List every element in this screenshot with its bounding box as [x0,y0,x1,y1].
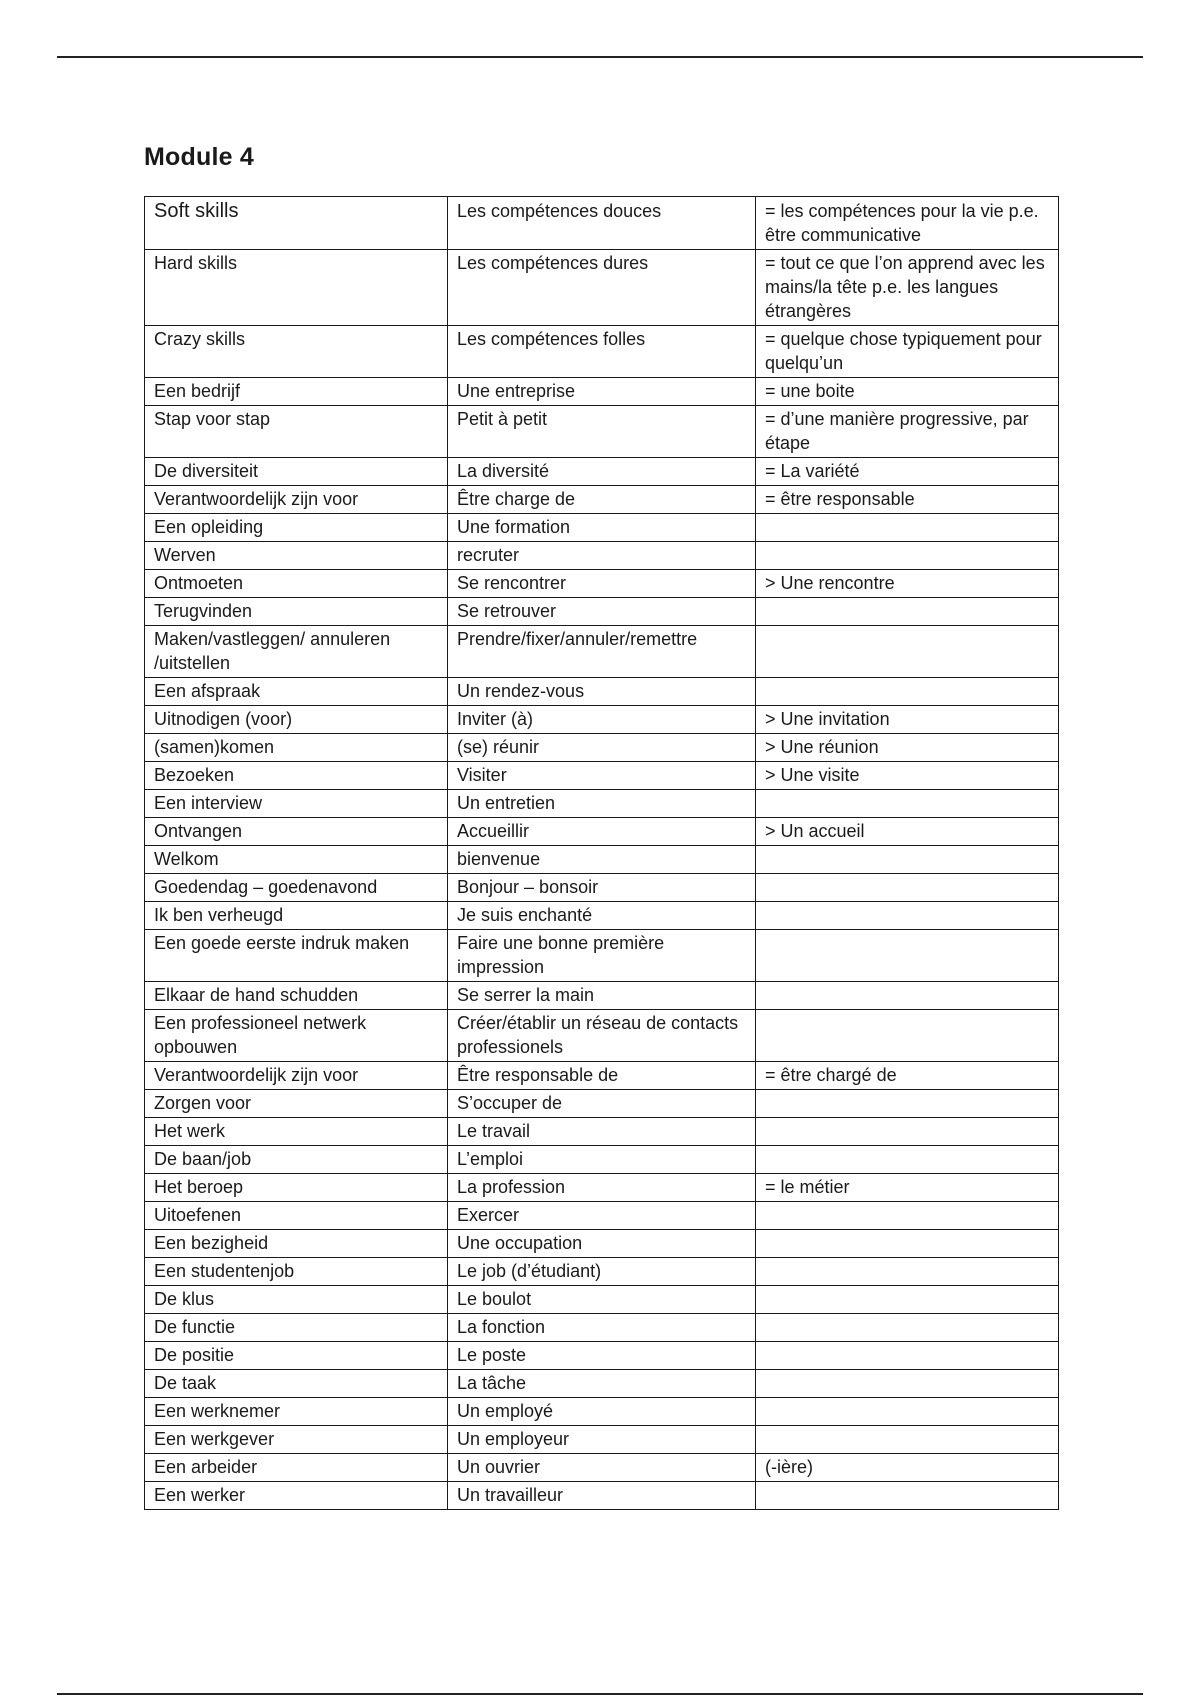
cell-note [756,982,1059,1010]
cell-french-term: Les compétences dures [448,250,756,326]
cell-french-term: Un rendez-vous [448,678,756,706]
cell-dutch-term: Een professioneel netwerk opbouwen [145,1010,448,1062]
cell-dutch-term: Een studentenjob [145,1258,448,1286]
cell-dutch-term: Een werknemer [145,1398,448,1426]
cell-dutch-term: Verantwoordelijk zijn voor [145,1062,448,1090]
cell-french-term: Le job (d’étudiant) [448,1258,756,1286]
cell-note [756,1230,1059,1258]
cell-note: = les compétences pour la vie p.e. être communicative [756,197,1059,250]
cell-french-term: Faire une bonne première impression [448,930,756,982]
cell-dutch-term: Een bedrijf [145,378,448,406]
table-row [145,982,1059,1010]
cell-note: > Une rencontre [756,570,1059,598]
table-row [145,1482,1059,1510]
cell-french-term: Un employeur [448,1426,756,1454]
cell-french-term: Un travailleur [448,1482,756,1510]
cell-note [756,542,1059,570]
cell-french-term: Le boulot [448,1286,756,1314]
table-row [145,706,1059,734]
table-row [145,250,1059,326]
cell-note: > Une visite [756,762,1059,790]
table-row [145,1342,1059,1370]
cell-note [756,1482,1059,1510]
cell-note: = une boite [756,378,1059,406]
cell-note [756,1146,1059,1174]
cell-dutch-term: Ik ben verheugd [145,902,448,930]
cell-french-term: Les compétences douces [448,197,756,250]
cell-french-term: L’emploi [448,1146,756,1174]
table-row [145,1426,1059,1454]
cell-dutch-term: Een bezigheid [145,1230,448,1258]
cell-french-term: Une entreprise [448,378,756,406]
cell-dutch-term: Elkaar de hand schudden [145,982,448,1010]
cell-dutch-term: (samen)komen [145,734,448,762]
table-row [145,1118,1059,1146]
cell-french-term: Se serrer la main [448,982,756,1010]
cell-dutch-term: De taak [145,1370,448,1398]
cell-dutch-term: Welkom [145,846,448,874]
cell-note [756,1426,1059,1454]
cell-dutch-term: Maken/vastleggen/ annuleren /uitstellen [145,626,448,678]
cell-dutch-term: Een opleiding [145,514,448,542]
cell-note [756,626,1059,678]
cell-dutch-term: Ontmoeten [145,570,448,598]
cell-french-term: recruter [448,542,756,570]
cell-french-term: Je suis enchanté [448,902,756,930]
cell-dutch-term: Stap voor stap [145,406,448,458]
table-row [145,1370,1059,1398]
table-row [145,1398,1059,1426]
table-row [145,902,1059,930]
cell-dutch-term: Ontvangen [145,818,448,846]
table-row [145,1258,1059,1286]
cell-dutch-term: Hard skills [145,250,448,326]
cell-french-term: La fonction [448,1314,756,1342]
cell-dutch-term: Een arbeider [145,1454,448,1482]
cell-dutch-term: Terugvinden [145,598,448,626]
cell-note [756,1090,1059,1118]
cell-french-term: Une formation [448,514,756,542]
table-row [145,734,1059,762]
cell-french-term: Inviter (à) [448,706,756,734]
cell-dutch-term: Bezoeken [145,762,448,790]
table-row [145,846,1059,874]
cell-french-term: Un ouvrier [448,1454,756,1482]
cell-french-term: Se retrouver [448,598,756,626]
header-rule [57,56,1143,58]
table-row [145,598,1059,626]
cell-note [756,514,1059,542]
cell-french-term: Le poste [448,1342,756,1370]
cell-french-term: Bonjour – bonsoir [448,874,756,902]
table-row [145,1314,1059,1342]
cell-french-term: La profession [448,1174,756,1202]
cell-note: = être responsable [756,486,1059,514]
cell-dutch-term: Een afspraak [145,678,448,706]
table-row [145,1230,1059,1258]
cell-note [756,678,1059,706]
cell-note [756,1118,1059,1146]
cell-french-term: Les compétences folles [448,326,756,378]
cell-french-term: Être charge de [448,486,756,514]
cell-dutch-term: Soft skills [145,197,448,250]
table-row [145,326,1059,378]
cell-dutch-term: De positie [145,1342,448,1370]
cell-french-term: Un entretien [448,790,756,818]
cell-note [756,598,1059,626]
cell-note: (-ière) [756,1454,1059,1482]
table-row [145,458,1059,486]
table-row [145,570,1059,598]
table-row [145,1090,1059,1118]
cell-french-term: Une occupation [448,1230,756,1258]
cell-note [756,1286,1059,1314]
cell-dutch-term: Goedendag – goedenavond [145,874,448,902]
cell-note [756,902,1059,930]
cell-note [756,1370,1059,1398]
table-row [145,378,1059,406]
cell-note [756,1258,1059,1286]
cell-dutch-term: De baan/job [145,1146,448,1174]
cell-french-term: Le travail [448,1118,756,1146]
cell-dutch-term: Het beroep [145,1174,448,1202]
cell-dutch-term: Een goede eerste indruk maken [145,930,448,982]
cell-french-term: La tâche [448,1370,756,1398]
cell-french-term: bienvenue [448,846,756,874]
cell-french-term: Créer/établir un réseau de contacts professionels [448,1010,756,1062]
cell-note [756,1202,1059,1230]
table-row [145,514,1059,542]
cell-note [756,874,1059,902]
cell-dutch-term: De klus [145,1286,448,1314]
table-row [145,486,1059,514]
table-row [145,930,1059,982]
cell-dutch-term: Het werk [145,1118,448,1146]
cell-note [756,1398,1059,1426]
cell-french-term: Se rencontrer [448,570,756,598]
table-row [145,762,1059,790]
cell-dutch-term: Een interview [145,790,448,818]
table-row [145,1010,1059,1062]
table-row [145,197,1059,250]
table-row [145,626,1059,678]
cell-dutch-term: Werven [145,542,448,570]
cell-note [756,1342,1059,1370]
cell-dutch-term: Zorgen voor [145,1090,448,1118]
cell-note: > Un accueil [756,818,1059,846]
cell-note: > Une réunion [756,734,1059,762]
table-row [145,1146,1059,1174]
table-row [145,790,1059,818]
cell-dutch-term: Verantwoordelijk zijn voor [145,486,448,514]
cell-french-term: Petit à petit [448,406,756,458]
cell-dutch-term: Een werker [145,1482,448,1510]
cell-dutch-term: De functie [145,1314,448,1342]
page-title: Module 4 [144,143,254,171]
cell-french-term: La diversité [448,458,756,486]
cell-dutch-term: Uitoefenen [145,1202,448,1230]
table-row [145,1174,1059,1202]
cell-note [756,930,1059,982]
table-row [145,1454,1059,1482]
cell-note: = tout ce que l’on apprend avec les mains/la tête p.e. les langues étrangères [756,250,1059,326]
cell-french-term: S’occuper de [448,1090,756,1118]
table-row [145,1286,1059,1314]
cell-french-term: Visiter [448,762,756,790]
cell-dutch-term: Uitnodigen (voor) [145,706,448,734]
cell-dutch-term: Crazy skills [145,326,448,378]
table-row [145,678,1059,706]
table-row [145,406,1059,458]
cell-dutch-term: Een werkgever [145,1426,448,1454]
vocabulary-table [144,196,1059,1510]
cell-note: = d’une manière progressive, par étape [756,406,1059,458]
footer-rule [57,1693,1143,1695]
cell-note: = le métier [756,1174,1059,1202]
cell-french-term: Accueillir [448,818,756,846]
cell-french-term: Un employé [448,1398,756,1426]
cell-french-term: Exercer [448,1202,756,1230]
table-row [145,874,1059,902]
table-row [145,542,1059,570]
cell-note: = quelque chose typiquement pour quelqu’un [756,326,1059,378]
cell-note [756,1314,1059,1342]
cell-note [756,846,1059,874]
table-row [145,1062,1059,1090]
cell-note: > Une invitation [756,706,1059,734]
table-row [145,818,1059,846]
cell-french-term: Prendre/fixer/annuler/remettre [448,626,756,678]
cell-note: = être chargé de [756,1062,1059,1090]
cell-note [756,1010,1059,1062]
cell-note: = La variété [756,458,1059,486]
cell-dutch-term: De diversiteit [145,458,448,486]
cell-french-term: (se) réunir [448,734,756,762]
vocabulary-table-body [145,197,1059,1510]
table-row [145,1202,1059,1230]
cell-french-term: Être responsable de [448,1062,756,1090]
cell-note [756,790,1059,818]
